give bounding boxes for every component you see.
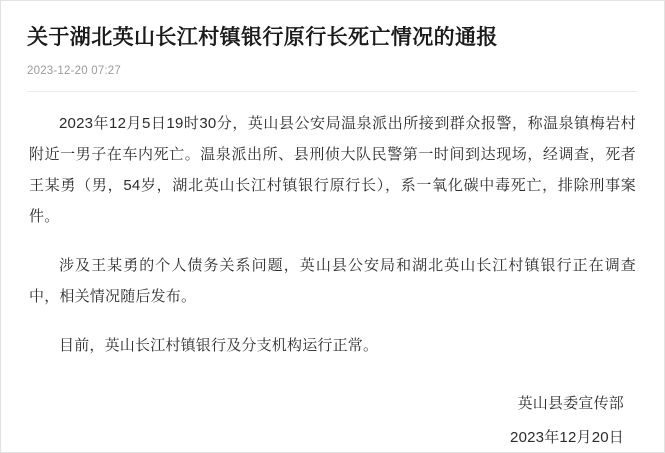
signature-date: 2023年12月20日 [510, 429, 624, 446]
signature-author: 英山县委宣传部 [517, 395, 624, 412]
paragraph: 目前，英山长江村镇银行及分支机构运行正常。 [59, 337, 379, 354]
page-title: 关于湖北英山长江村镇银行原行长死亡情况的通报 [27, 26, 498, 49]
article-container [1, 1, 664, 453]
publish-timestamp: 2023-12-20 07:27 [27, 65, 121, 77]
paragraph: 涉及王某勇的个人债务关系问题，英山县公安局和湖北英山长江村镇银行正在调查中，相关情况随后发布。 [29, 257, 636, 305]
paragraph: 2023年12月5日19时30分，英山县公安局温泉派出所接到群众报警，称温泉镇梅岩村附近一男子在车内死亡。温泉派出所、县刑侦大队民警第一时间到达现场，经调查，死者王某勇（男，54岁，湖北英山长江村镇银行原行长），系一氧化碳中毒死亡，排除刑事案件。 [29, 115, 636, 225]
signature-block [27, 389, 638, 453]
header-divider [27, 91, 638, 92]
article-body [27, 108, 638, 361]
